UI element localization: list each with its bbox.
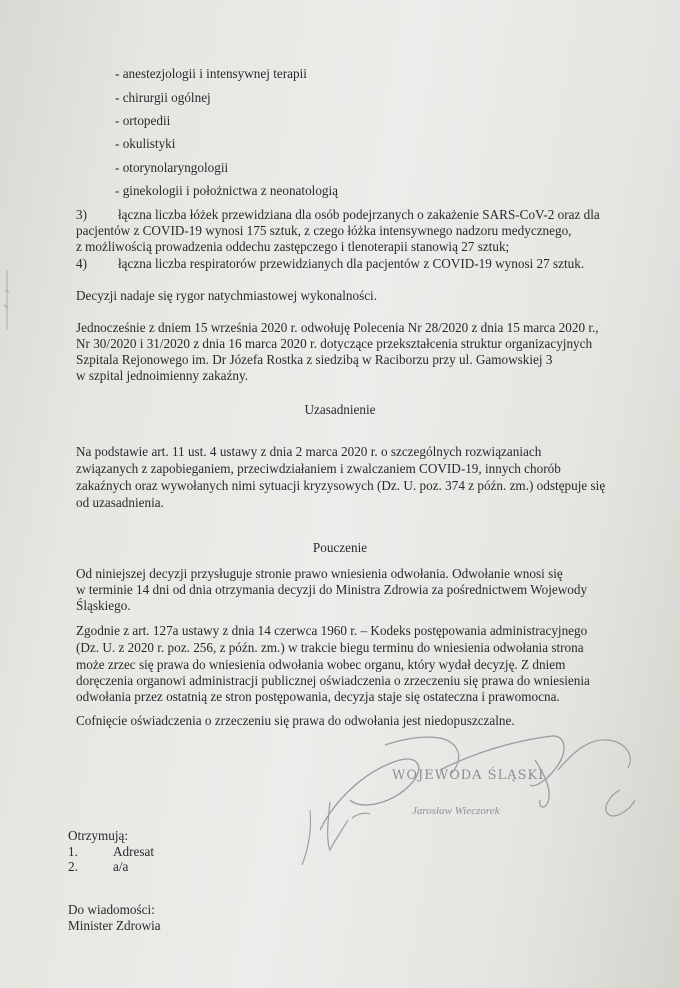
specialty-item: - ginekologii i położnictwa z neonatologią: [115, 183, 339, 198]
pouczenie-heading: Pouczenie: [312, 540, 368, 555]
item-number: 3): [76, 207, 87, 222]
otrzymuja-item-label: a/a: [113, 859, 129, 874]
item3-line: łączna liczba łóżek przewidziana dla osób podejrzanych o zakażenie SARS-CoV-2 oraz dla: [118, 207, 600, 222]
item4-text: łączna liczba respiratorów przewidzianych dla pacjentów z COVID-19 wynosi 27 sztuk.: [118, 256, 585, 271]
specialty-item: - okulistyki: [115, 136, 176, 151]
otrzymuja-item-label: Adresat: [113, 844, 155, 859]
uzasadnienie-line: od uzasadnienia.: [76, 495, 164, 510]
otrzymuja-item-number: 1.: [68, 844, 78, 859]
uzasadnienie-line: zakaźnych oraz wywołanych nimi sytuacji kryzysowych (Dz. U. poz. 374 z późn. zm.) odstępuje się: [76, 478, 606, 493]
item-number: 4): [76, 256, 87, 271]
pouczenie-line: doręczenia organowi administracji publicznej oświadczenia o zrzeczeniu się prawa do wniesienia: [76, 673, 590, 688]
scan-mark-decoration: [2, 270, 12, 330]
odwolanie-line: w szpital jednoimienny zakaźny.: [76, 368, 248, 383]
otrzymuja-item-number: 2.: [68, 859, 78, 874]
uzasadnienie-line: Na podstawie art. 11 ust. 4 ustawy z dnia 2 marca 2020 r. o szczególnych rozwiązaniach: [76, 444, 542, 459]
otrzymuja-heading: Otrzymują:: [68, 828, 129, 843]
pouczenie-line: odwołania przez ostatnią ze stron postępowania, decyzja staje się ostateczna i prawomocna.: [76, 689, 560, 704]
specialty-item: - ortopedii: [115, 113, 171, 128]
pouczenie-line: Śląskiego.: [76, 598, 131, 613]
pouczenie-line: (Dz. U. z 2020 r. poz. 256, z późn. zm.) w trakcie biegu terminu do wniesienia odwołania strona: [76, 640, 584, 655]
do-wiadomosci-heading: Do wiadomości:: [68, 902, 155, 917]
item3-line: pacjentów z COVID-19 wynosi 175 sztuk, z czego łóżka intensywnego nadzoru medycznego,: [76, 223, 572, 238]
pouczenie-line: w terminie 14 dni od dnia otrzymania decyzji do Ministra Zdrowia za pośrednictwem Wojewody: [76, 582, 588, 597]
official-stamp-title: WOJEWODA ŚLĄSKI: [392, 768, 545, 783]
pouczenie-line: Od niniejszej decyzji przysługuje stronie prawo wniesienia odwołania. Odwołanie wnosi się: [76, 566, 563, 581]
specialty-item: - otorynolaryngologii: [115, 160, 229, 175]
specialty-item: - chirurgii ogólnej: [115, 90, 211, 105]
odwolanie-line: Jednocześnie z dniem 15 września 2020 r. odwołuję Polecenia Nr 28/2020 z dnia 15 marca 2020 r.,: [76, 320, 599, 335]
pouczenie-line: Zgodnie z art. 127a ustawy z dnia 14 czerwca 1960 r. – Kodeks postępowania administracyjnego: [76, 623, 588, 638]
handwritten-signature: [290, 730, 660, 870]
do-wiadomosci-recipient: Minister Zdrowia: [68, 918, 161, 933]
official-stamp-name: Jarosław Wieczorek: [412, 805, 500, 817]
pouczenie-line: Cofnięcie oświadczenia o zrzeczeniu się prawa do odwołania jest niedopuszczalne.: [76, 713, 515, 728]
odwolanie-line: Nr 30/2020 i 31/2020 z dnia 16 marca 2020 r. dotyczące przekształcenia struktur organizacyjnych: [76, 336, 593, 351]
uzasadnienie-line: związanych z zapobieganiem, przeciwdziałaniem i zwalczaniem COVID-19, innych chorób: [76, 461, 561, 476]
uzasadnienie-heading: Uzasadnienie: [304, 402, 376, 417]
specialty-item: - anestezjologii i intensywnej terapii: [115, 66, 307, 81]
odwolanie-line: Szpitala Rejonowego im. Dr Józefa Rostka z siedzibą w Raciborzu przy ul. Gamowskiej 3: [76, 352, 553, 367]
item3-line: z możliwością prowadzenia oddechu zastępczego i tlenoterapii stanowią 27 sztuk;: [76, 239, 510, 254]
pouczenie-line: może zrzec się prawa do wniesienia odwołania wobec organu, który wydał decyzję. Z dniem: [76, 657, 566, 672]
rygor-text: Decyzji nadaje się rygor natychmiastowej wykonalności.: [76, 288, 378, 303]
